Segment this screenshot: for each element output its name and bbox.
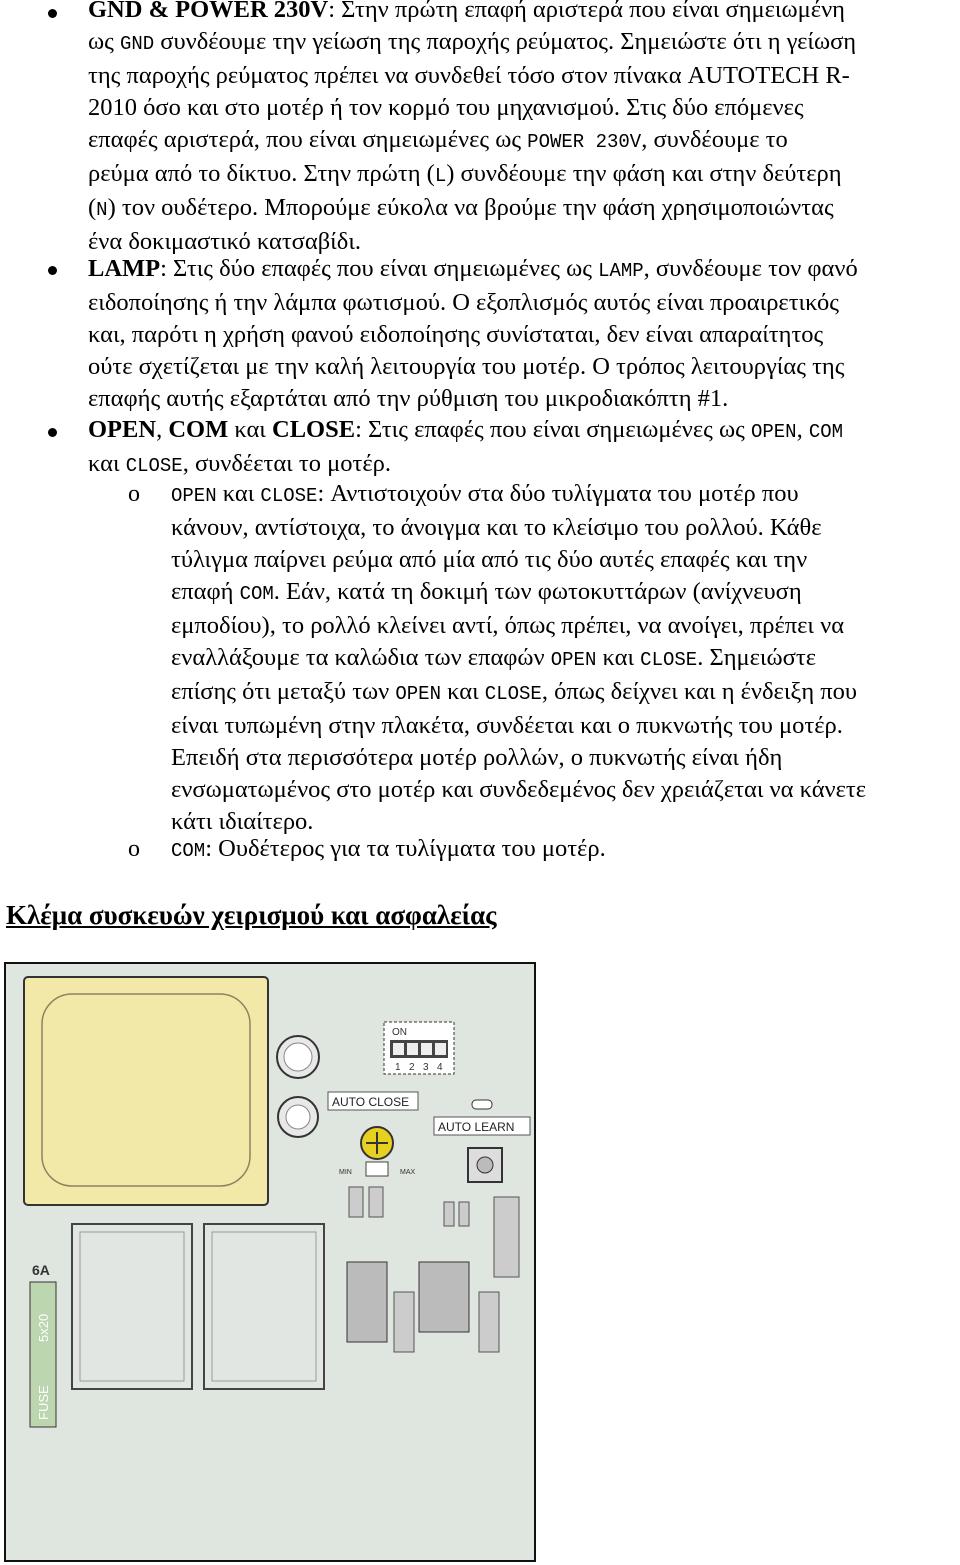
- lamp-label: LAMP: [88, 255, 161, 282]
- bullet-lamp: [48, 266, 57, 275]
- dip-num-2: 2: [409, 1062, 415, 1073]
- board-terminal-area: [4, 962, 536, 1562]
- fuse-label: FUSE: [36, 1385, 51, 1420]
- pot-min-label: MIN: [339, 1169, 352, 1176]
- pot-max-label: MAX: [400, 1169, 416, 1176]
- bullet-open: [48, 428, 57, 437]
- list-item-gnd: GND & POWER 230V: Στην πρώτη επαφή αριστερά που είναι σημειωμένη ως GND συνδέουμε την γείωση της παροχής ρεύματος. Σημειώστε ότι η γείωση της παροχής ρεύματος πρέπει να συνδεθεί τόσο στον πίνακα AUTOTECH R- 2010 όσο και στο μοτέρ ή τον κορμό του μηχανισμού. Στις δύο επόμενες επαφές αριστερά, που είναι σημειωμένες ως POWER 230V, συνδέουμε το ρεύμα από το δίκτυο. Στην πρώτη (L) συνδέουμε την φάση και στην δεύτερη (N) τον ουδέτερο. Μπορούμε εύκολα να βρούμε την φάση χρησιμοποιώντας ένα δοκιμαστικό κατσαβίδι.: [88, 0, 958, 258]
- auto-learn-label: AUTO LEARN: [438, 1120, 515, 1134]
- gnd-label: GND & POWER 230V: [88, 0, 329, 23]
- section-heading: Κλέμα συσκευών χειρισμού και ασφαλείας: [6, 900, 497, 930]
- bullet-gnd: [48, 9, 57, 18]
- dip-num-1: 1: [395, 1062, 401, 1073]
- sub-item-com: COM: Ουδέτερος για τα τυλίγματα του μοτέρ.: [171, 835, 606, 862]
- fuse-size-label: 5x20: [36, 1313, 51, 1342]
- dip-num-4: 4: [437, 1062, 443, 1073]
- auto-close-label: AUTO CLOSE: [332, 1095, 410, 1109]
- dip-on-label: ON: [392, 1027, 407, 1038]
- sub-item-open-close: OPEN και CLOSE: Αντιστοιχούν στα δύο τυλίγματα του μοτέρ που κάνουν, αντίστοιχα, το άνοιγμα και το κλείσιμο του ρολλού. Κάθε τύλιγμα παίρνει ρεύμα από μία από τις δύο αυτές επαφές και την επαφή COM. Εάν, κατά τη δοκιμή των φωτοκυττάρων (ανίχνευση εμποδίου), το ρολλό κλείνει αντί, όπως πρέπει, να ανοίγει, πρέπει να εναλλάξουμε τα καλώδια των επαφών OPEN και CLOSE. Σημειώστε επίσης ότι μεταξύ των OPEN και CLOSE, όπως δείχνει και η ένδειξη που είναι τυπωμένη στην πλακέτα, συνδέεται και ο πυκνωτής του μοτέρ. Επειδή στα περισσότερα μοτέρ ρολλών, ο πυκνωτής είναι ήδη ενσωματωμένος στο μοτέρ και συνδεδεμένος δεν χρειάζεται να κάνετε κάτι ιδιαίτερο.: [171, 480, 867, 835]
- sub-marker-1: o: [128, 481, 140, 507]
- sub-marker-2: o: [128, 836, 140, 862]
- fuse-rating: 6A: [32, 1262, 50, 1278]
- list-item-open-com-close: OPEN, COM και CLOSE: Στις επαφές που είναι σημειωμένες ως OPEN, COM και CLOSE, συνδέεται το μοτέρ.: [88, 416, 844, 477]
- dip-num-3: 3: [423, 1062, 429, 1073]
- list-item-lamp: LAMP: Στις δύο επαφές που είναι σημειωμένες ως LAMP, συνδέουμε τον φανό ειδοποίησης ή την λάμπα φωτισμού. Ο εξοπλισμός αυτός είναι προαιρετικός και, παρότι η χρήση φανού ειδοποίησης συνίσταται, δεν είναι απαραίτητος ούτε σχετίζεται με την καλή λειτουργία του μοτέρ. Ο τρόπος λειτουργίας της επαφής αυτής εξαρτάται από την ρύθμιση του μικροδιακόπτη #1.: [88, 255, 858, 412]
